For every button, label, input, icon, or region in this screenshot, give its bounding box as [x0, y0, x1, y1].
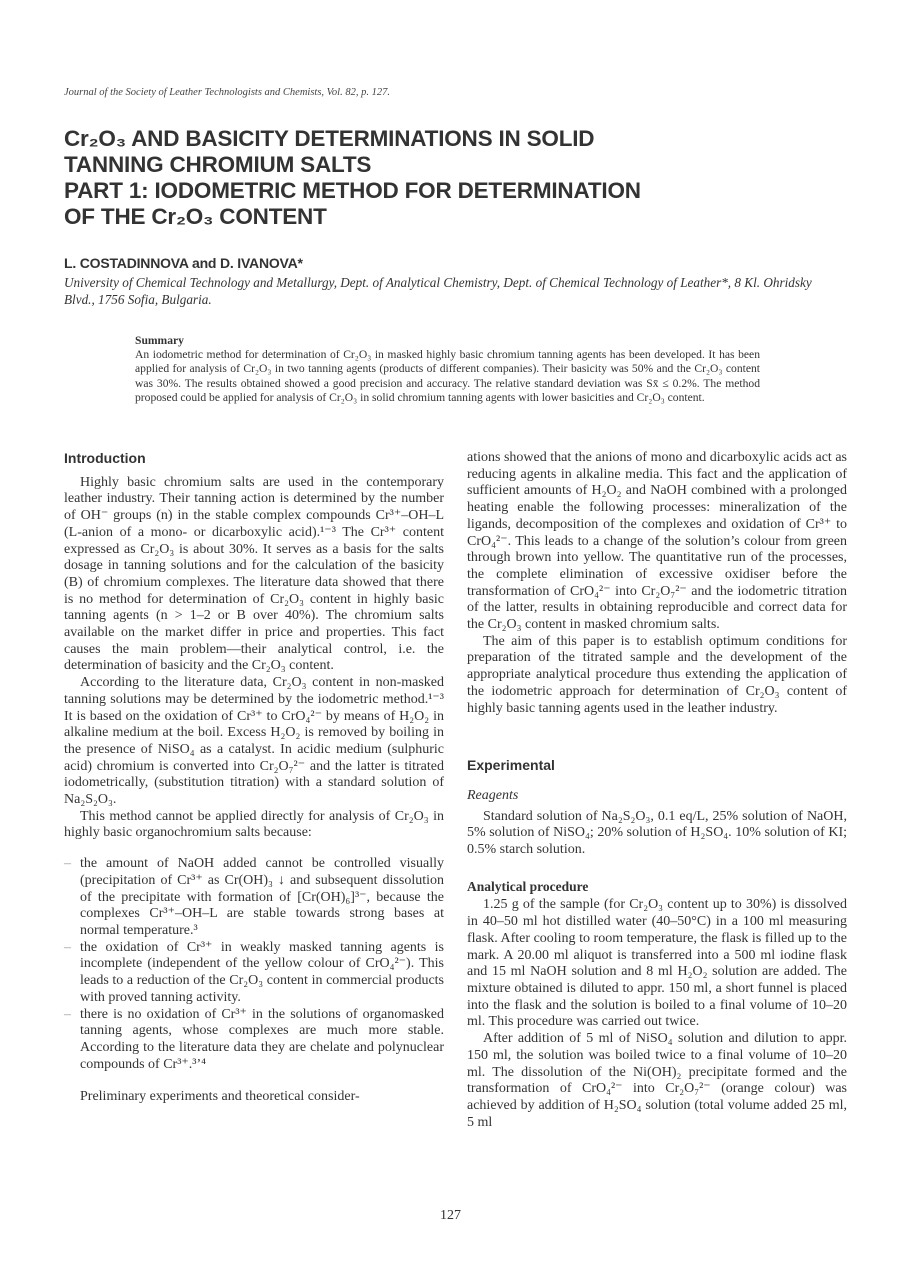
- section-heading-experimental: Experimental: [467, 757, 555, 774]
- intro-paragraph: The aim of this paper is to establish optimum conditions for preparation of the titrated sample and the development of the appropriate analytical procedure thus extending the application of the iodometric approach for determination of Cr₂O₃ content of highly basic tanning agents used in the leather industry.: [467, 633, 847, 716]
- list-item: – there is no oxidation of Cr³⁺ in the solutions of organomasked tanning agents, whose complexes are much more stable. According to the literature data they are chelate and polynuclear compounds of Cr³⁺.³ʼ⁴: [64, 1007, 444, 1074]
- summary-block: [135, 334, 760, 405]
- title-line: TANNING CHROMIUM SALTS: [64, 152, 372, 177]
- title-line: OF THE Cr₂O₃ CONTENT: [64, 204, 327, 229]
- intro-paragraph: Highly basic chromium salts are used in the contemporary leather industry. Their tanning action is determined by the number of OH⁻ groups (n) in the stable complex compounds Cr³⁺–OH–L (L-anion of a mono- or dicarboxylic acid).¹⁻³ The Cr³⁺ content expressed as Cr₂O₃ is about 30%. It serves as a basis for the salts dosage in tanning solutions and for the calculation of the basicity (B) of chromium complexes. The literature data showed that there is no method for determination of Cr₂O₃ content in highly basic tanning agents (n > 1–2 or B over 40%). The chromium salts available on the market differ in price and properties. This fact causes the main problem—their analytical control, i.e. the determination of basicity and the Cr₂O₃ content.: [64, 474, 444, 674]
- procedure-paragraph: 1.25 g of the sample (for Cr₂O₃ content up to 30%) is dissolved in 40–50 ml hot distilled water (40–50°C) in a 100 ml measuring flask. After cooling to room temperature, the flask is filled up to the mark. A 20.00 ml aliquot is transferred into a 500 ml iodine flask and 15 ml NaOH solution and 8 ml H₂O₂ solution are added. The mixture obtained is diluted to appr. 150 ml, a short funnel is placed into the flask and the solution is boiled to a final volume of 10–20 ml. This procedure was carried out twice.: [467, 897, 847, 1030]
- title-line: Cr₂O₃ AND BASICITY DETERMINATIONS IN SOLID: [64, 126, 595, 151]
- journal-citation: Journal of the Society of Leather Technologists and Chemists, Vol. 82, p. 127.: [64, 87, 390, 98]
- affiliation: University of Chemical Technology and Metallurgy, Dept. of Analytical Chemistry, Dept. of Chemical Technology of Leather*, 8 Kl. Ohridsky Blvd., 1756 Sofia, Bulgaria.: [64, 275, 812, 307]
- summary-text: An iodometric method for determination of Cr₂O₃ in masked highly basic chromium tanning agents has been developed. It has been applied for analysis of Cr₂O₃ in two tanning agents (products of different companies). Their basicity was 50% and the Cr₂O₃ content was 30%. The results obtained showed a good precision and accuracy. The relative standard deviation was Sx̄ ≤ 0.2%. The method proposed could be applied for analysis of Cr₂O₃ in solid chromium tanning agents with lower basicities and Cr₂O₃ content.: [135, 348, 760, 404]
- reagents-paragraph: Standard solution of Na₂S₂O₃, 0.1 eq/L, 25% solution of NaOH, 5% solution of NiSO₄; 20% solution of H₂SO₄. 10% solution of KI; 0.5% starch solution.: [467, 808, 847, 858]
- intro-paragraph: According to the literature data, Cr₂O₃ content in non-masked tanning solutions may be determined by the iodometric method.¹⁻³ It is based on the oxidation of Cr³⁺ to CrO₄²⁻ by means of H₂O₂ in alkaline medium at the boil. Excess H₂O₂ is removed by boiling in the presence of NiSO₄ as a catalyst. In acidic medium (sulphuric acid) chromium is converted into Cr₂O₇²⁻ and the latter is titrated iodometrically, (substitution titration) with a standard solution of Na₂S₂O₃.: [64, 675, 444, 808]
- paper-title: [64, 126, 844, 230]
- page-number: 127: [440, 1208, 461, 1223]
- summary-heading: Summary: [135, 334, 184, 347]
- list-item: – the amount of NaOH added cannot be controlled visually (precipitation of Cr³⁺ as Cr(OH)₃ ↓ and subsequent dissolution of the precipitate with formation of [Cr(OH)₆]³⁻, because the complexes Cr³⁺–OH–L are stable towards strong bases at normal temperature.³: [64, 856, 444, 940]
- title-line: PART 1: IODOMETRIC METHOD FOR DETERMINATION: [64, 178, 641, 203]
- section-heading-introduction: Introduction: [64, 450, 146, 466]
- subheading-analytical-procedure: Analytical procedure: [467, 878, 589, 894]
- right-column: [467, 450, 847, 1131]
- intro-paragraph: Preliminary experiments and theoretical consider-: [80, 1089, 360, 1105]
- list-item: – the oxidation of Cr³⁺ in weakly masked tanning agents is incomplete (independent of the yellow colour of CrO₄²⁻). This leads to a reduction of the Cr₂O₃ content in commercial products with proved tanning activity.: [64, 940, 444, 1007]
- reasons-list: [64, 856, 444, 1073]
- authors: L. COSTADINNOVA and D. IVANOVA*: [64, 255, 303, 271]
- procedure-paragraph: After addition of 5 ml of NiSO₄ solution and dilution to appr. 150 ml, the solution was boiled twice to a final volume of 10–20 ml. The dissolution of the Ni(OH)₂ precipitate formed and the transformation of CrO₄²⁻ into Cr₂O₇²⁻ (orange colour) was achieved by addition of H₂SO₄ solution (total volume added 25 ml, 5 ml: [467, 1031, 847, 1130]
- intro-paragraph: This method cannot be applied directly for analysis of Cr₂O₃ in highly basic organochromium salts because:: [64, 808, 444, 841]
- subheading-reagents: Reagents: [467, 787, 519, 803]
- left-column: [64, 450, 444, 1106]
- intro-paragraph-continued: ations showed that the anions of mono and dicarboxylic acids act as reducing agents in alkaline media. This fact and the application of sufficient amounts of H₂O₂ and NaOH combined with a prolonged heating enable the following processes: mineralization of the ligands, decomposition of the complexes and oxidation of Cr³⁺ to CrO₄²⁻. This leads to a change of the solution’s colour from green through brown into yellow. The quantitative run of the processes, the complete elimination of excessive oxidiser before the transformation of CrO₄²⁻ into Cr₂O₇²⁻ and the iodometric titration of the latter, results in obtaining reproducible and correct data for the Cr₂O₃ content in masked chromium salts.: [467, 450, 847, 633]
